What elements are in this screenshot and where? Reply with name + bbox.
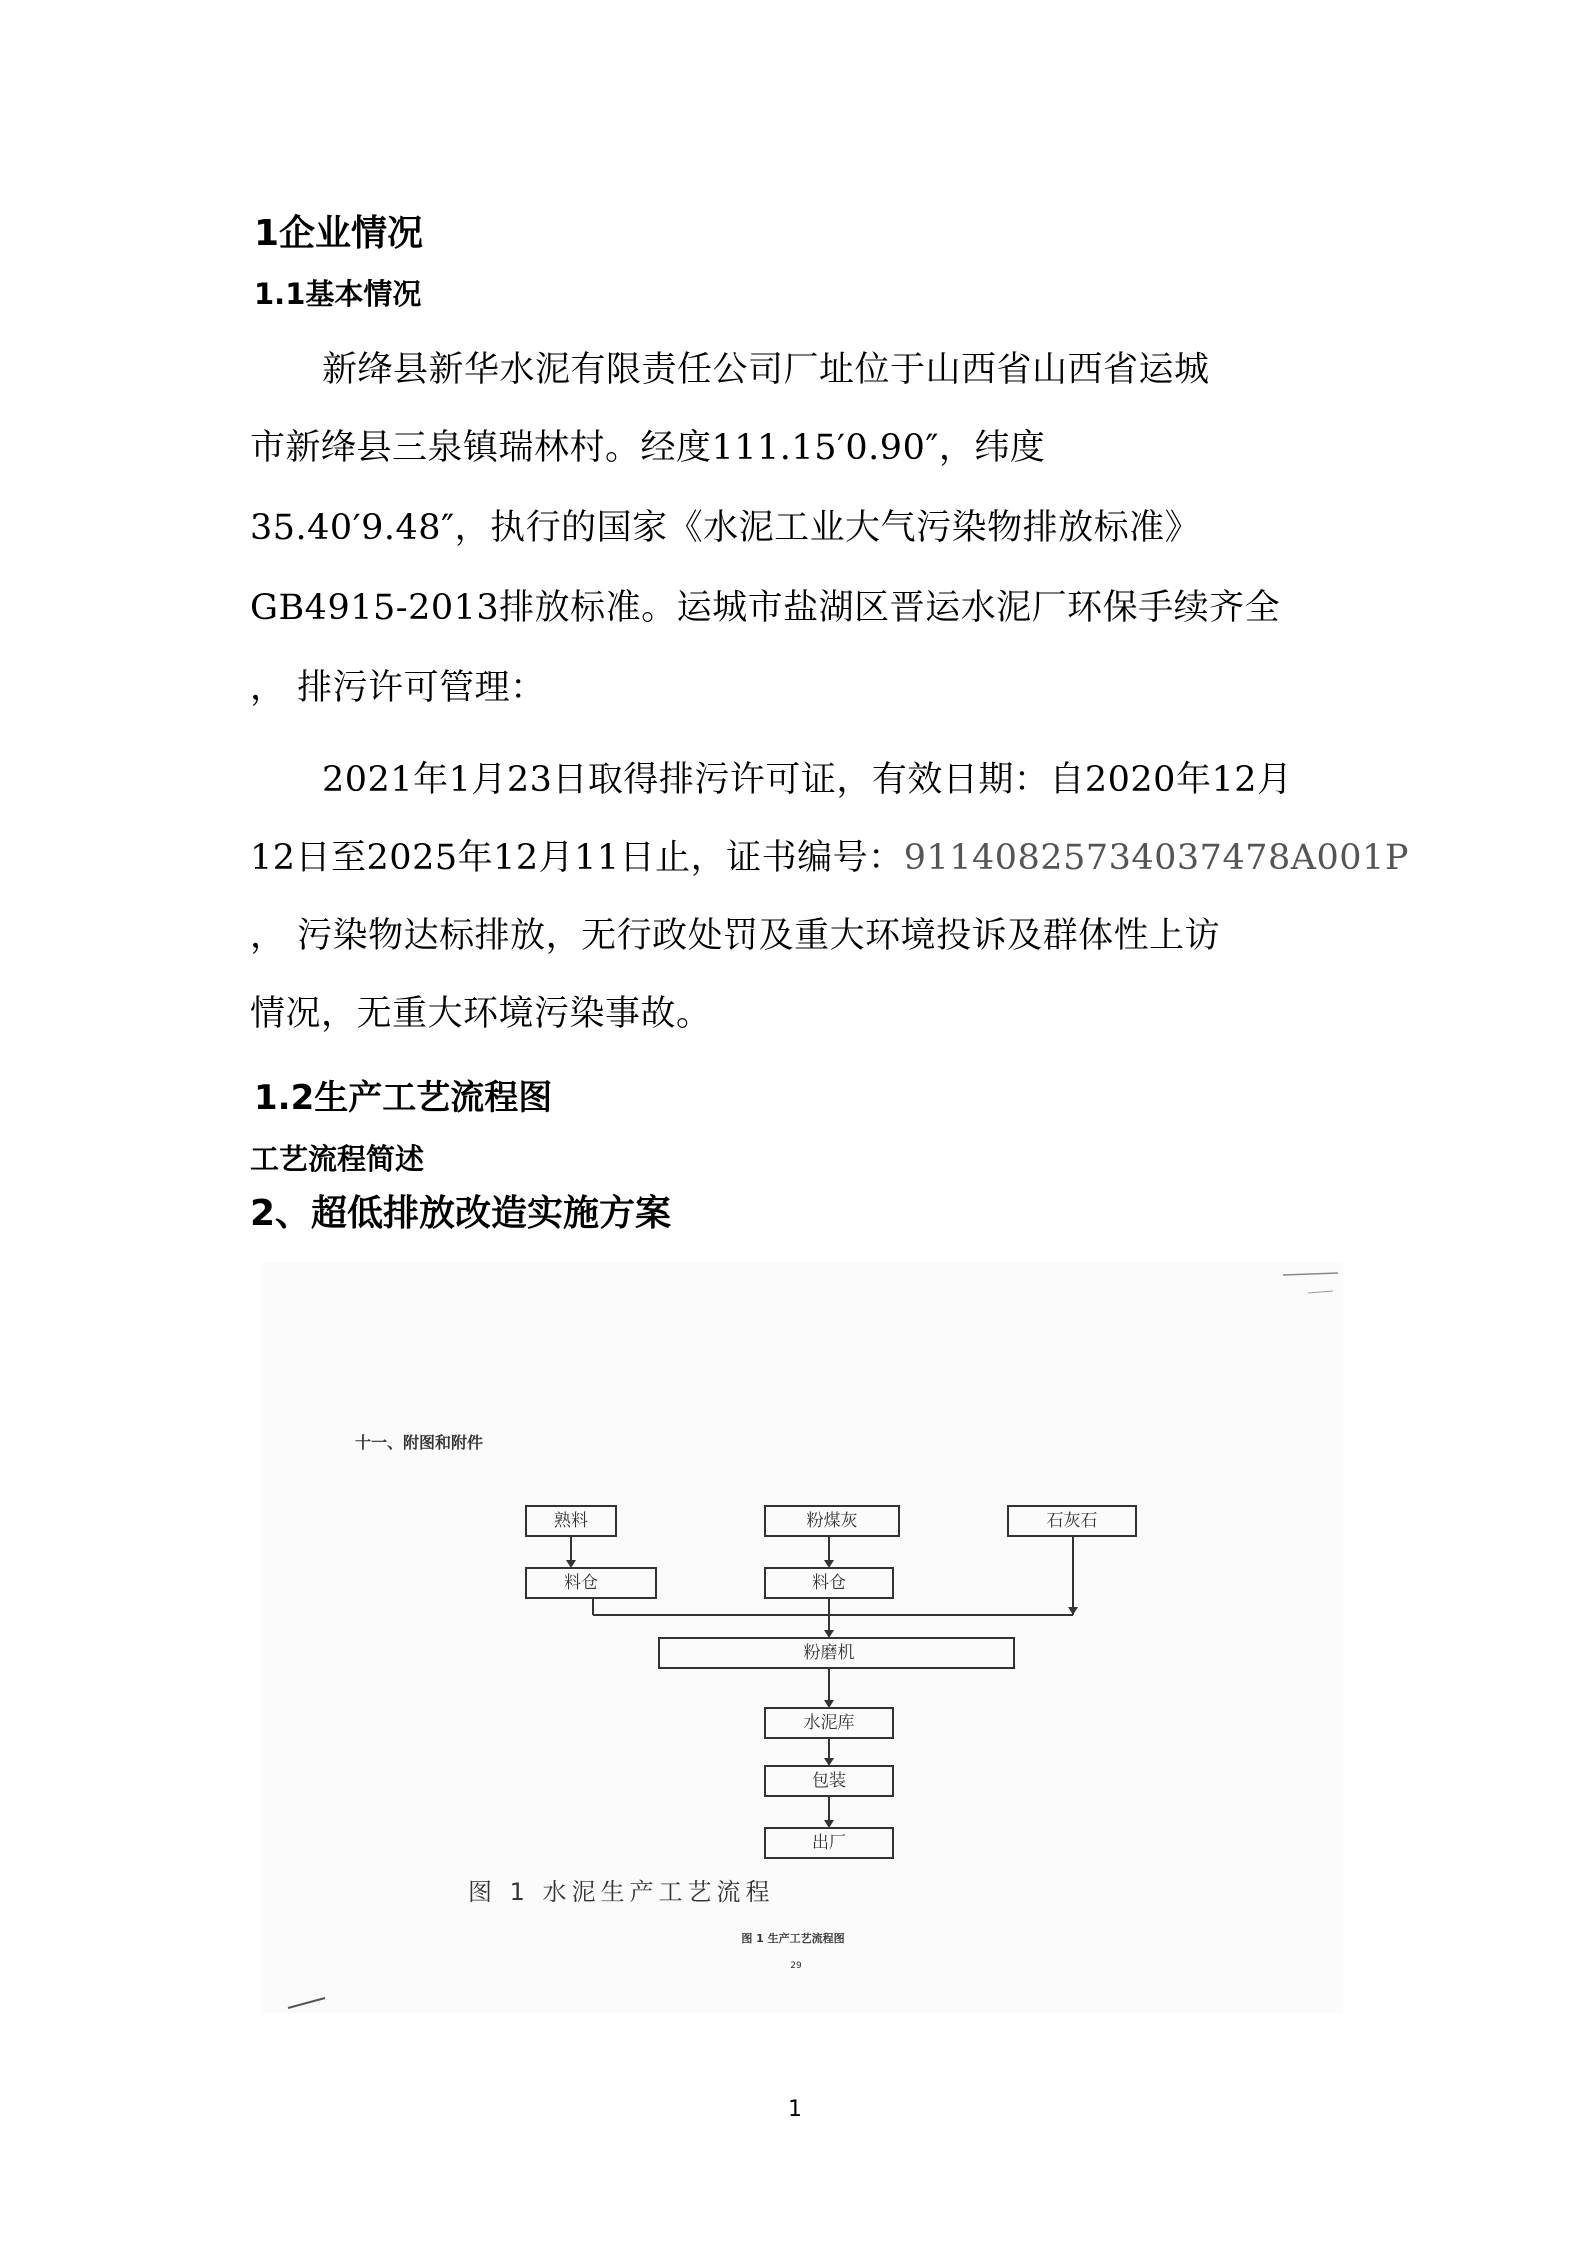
arrowhead <box>824 1560 834 1568</box>
label-silo-1: 料仓 <box>564 1573 598 1593</box>
arrowhead <box>824 1758 834 1766</box>
arrowhead <box>824 1820 834 1828</box>
scan-mark-top <box>1283 1273 1338 1275</box>
paragraph-1-line-1: 新绛县新华水泥有限责任公司厂址位于山西省山西省运城 <box>322 350 1210 390</box>
subsection-heading-1-2: 1.2生产工艺流程图 <box>254 1078 553 1118</box>
sub-heading-process-overview: 工艺流程简述 <box>250 1142 425 1176</box>
arrowhead <box>824 1630 834 1638</box>
label-packing: 包装 <box>812 1771 846 1791</box>
label-silo-2: 料仓 <box>812 1573 846 1593</box>
paragraph-1-line-3: 35.40′9.48″，执行的国家《水泥工业大气污染物排放标准》 <box>250 508 1201 548</box>
label-mill: 粉磨机 <box>803 1643 855 1663</box>
label-clinker: 熟料 <box>554 1511 588 1531</box>
paragraph-2-line-1: 2021年1月23日取得排污许可证，有效日期：自2020年12月 <box>322 760 1293 800</box>
scan-mark-bottom <box>288 1998 325 2008</box>
figure-section-title: 十一、附图和附件 <box>355 1433 484 1452</box>
label-flyash: 粉煤灰 <box>806 1511 858 1531</box>
validity-text: 12日至2025年12月11日止，证书编号： <box>250 838 904 878</box>
paragraph-1-line-4: GB4915-2013排放标准。运城市盐湖区晋运水泥厂环保手续齐全 <box>250 588 1281 628</box>
certificate-number: 91140825734037478A001P <box>903 838 1409 878</box>
figure-small-page-number: 29 <box>790 1961 802 1971</box>
arrowhead <box>566 1560 576 1568</box>
paragraph-1-line-2: 市新绛县三泉镇瑞林村。经度111.15′0.90″，纬度 <box>250 428 1046 468</box>
label-out: 出厂 <box>812 1833 846 1853</box>
section-heading-1: 1企业情况 <box>254 213 424 254</box>
page-number: 1 <box>788 2097 802 2122</box>
label-cement-silo: 水泥库 <box>803 1713 855 1733</box>
subsection-heading-1-1: 1.1基本情况 <box>254 277 422 311</box>
label-limestone: 石灰石 <box>1046 1511 1098 1531</box>
paragraph-1-line-5: ， 排污许可管理： <box>250 668 546 708</box>
flowchart-svg <box>263 1263 1343 2013</box>
scan-mark-top-2 <box>1308 1291 1333 1293</box>
process-flowchart-figure <box>263 1263 1343 2013</box>
paragraph-2-line-3: ， 污染物达标排放，无行政处罚及重大环境投诉及群体性上访 <box>250 916 1221 956</box>
section-heading-2: 2、超低排放改造实施方案 <box>250 1193 672 1234</box>
paragraph-2-line-4: 情况，无重大环境污染事故。 <box>250 994 712 1034</box>
figure-caption: 图 1 水泥生产工艺流程 <box>468 1878 775 1906</box>
arrowhead <box>824 1700 834 1708</box>
figure-small-caption: 图 1 生产工艺流程图 <box>741 1932 845 1945</box>
arrowhead <box>1068 1607 1078 1615</box>
paragraph-2-line-2 <box>250 830 1409 880</box>
